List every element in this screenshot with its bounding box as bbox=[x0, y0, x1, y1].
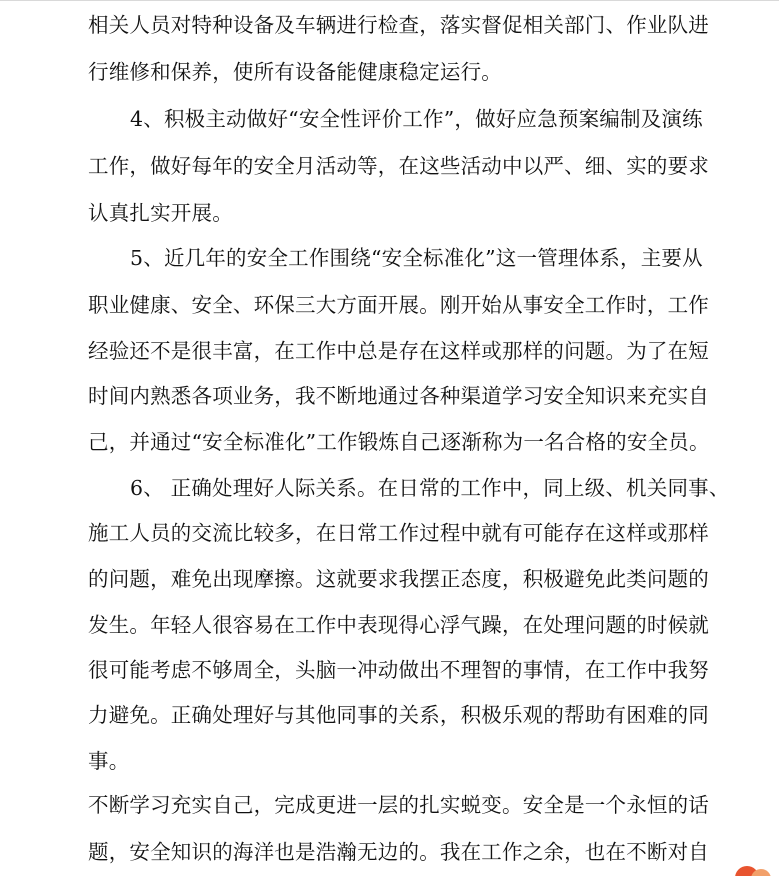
text-line: 发生。年轻人很容易在工作中表现得心浮气躁，在处理问题的时候就 bbox=[88, 613, 709, 637]
text-line: 很可能考虑不够周全，头脑一冲动做出不理智的事情，在工作中我努 bbox=[88, 658, 709, 682]
page-top-border bbox=[0, 0, 779, 1]
text-line: 题，安全知识的海洋也是浩瀚无边的。我在工作之余，也在不断对自 bbox=[88, 840, 709, 864]
paragraph-6-first-line: 6、 正确处理好人际关系。在日常的工作中，同上级、机关同事、 bbox=[130, 476, 730, 500]
text-line: 工作，做好每年的安全月活动等，在这些活动中以严、细、实的要求 bbox=[88, 154, 709, 178]
text-line: 相关人员对特种设备及车辆进行检查，落实督促相关部门、作业队进 bbox=[88, 13, 709, 37]
text-line: 力避免。正确处理好与其他同事的关系，积极乐观的帮助有困难的同 bbox=[88, 703, 709, 727]
text-line: 己，并通过“安全标准化”工作锻炼自己逐渐称为一名合格的安全员。 bbox=[88, 430, 710, 454]
text-line: 的问题，难免出现摩擦。这就要求我摆正态度，积极避免此类问题的 bbox=[88, 567, 709, 591]
text-line: 施工人员的交流比较多，在日常工作过程中就有可能存在这样或那样 bbox=[88, 521, 709, 545]
paragraph-4-first-line: 4、积极主动做好“安全性评价工作”，做好应急预案编制及演练 bbox=[130, 107, 703, 131]
text-line: 时间内熟悉各项业务，我不断地通过各种渠道学习安全知识来充实自 bbox=[88, 384, 709, 408]
closing-paragraph-first-line: 不断学习充实自己，完成更进一层的扎实蜕变。安全是一个永恒的话 bbox=[88, 793, 709, 817]
text-line: 经验还不是很丰富，在工作中总是存在这样或那样的问题。为了在短 bbox=[88, 339, 709, 363]
logo-shape bbox=[751, 869, 771, 876]
text-line: 事。 bbox=[88, 749, 130, 773]
text-line: 认真扎实开展。 bbox=[88, 201, 233, 225]
paragraph-5-first-line: 5、近几年的安全工作围绕“安全标准化”这一管理体系，主要从 bbox=[130, 246, 703, 270]
text-line: 职业健康、安全、环保三大方面开展。刚开始从事安全工作时，工作 bbox=[88, 293, 709, 317]
app-logo-icon[interactable] bbox=[729, 864, 779, 876]
text-line: 行维修和保养，使所有设备能健康稳定运行。 bbox=[88, 60, 502, 84]
